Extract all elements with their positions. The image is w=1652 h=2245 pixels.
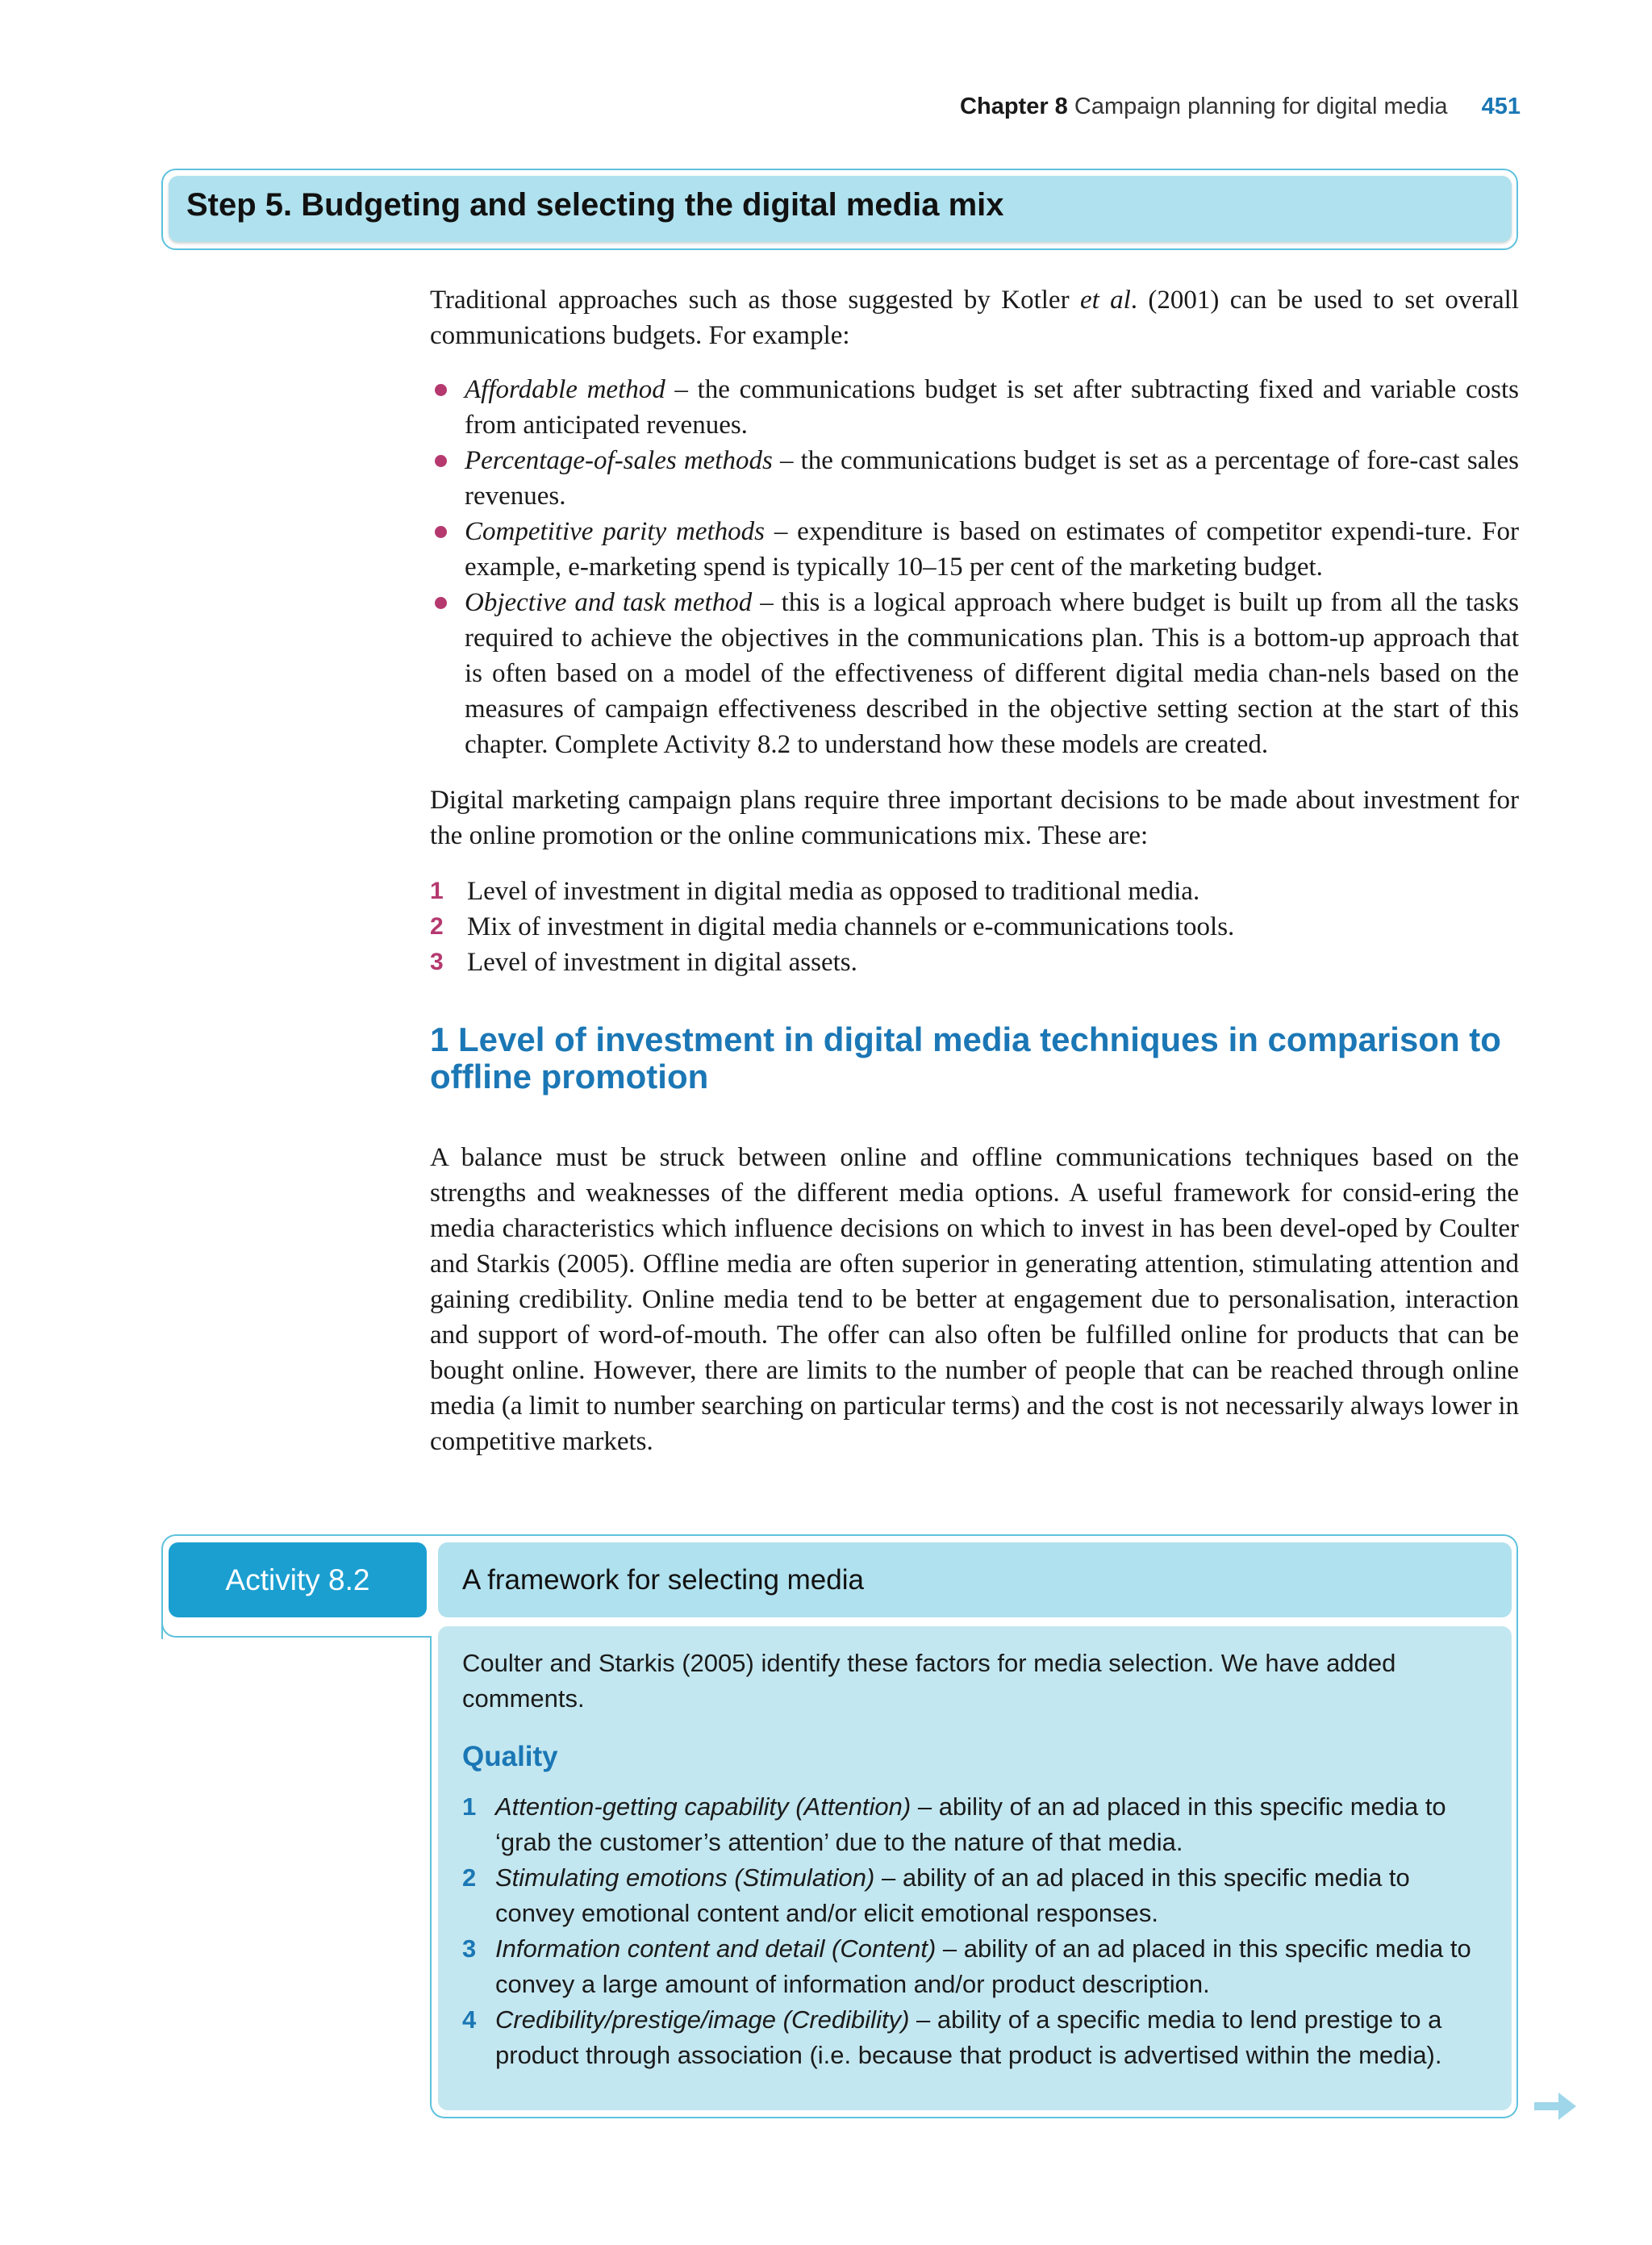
- list-item: [462, 2002, 1487, 2073]
- bullet-icon: [435, 597, 447, 609]
- list-number: 2: [462, 1863, 477, 1892]
- list-item-text: Level of investment in digital assets.: [467, 948, 857, 977]
- section-heading: 1 Level of investment in digital media techniques in comparison to offline promotion: [430, 1020, 1501, 1095]
- list-item: [430, 443, 1519, 514]
- list-item-term: Attention-getting capability (Attention): [495, 1792, 912, 1821]
- list-item-text: – expenditure is based on estimates of competitor expendi-ture. For example, e-marketing spend is typically 10–15 per cent of the marketing budget.: [465, 517, 1519, 582]
- intro-text-end: . (2001) can be used to set overall communications budgets. For example:: [430, 286, 1519, 350]
- decisions-list: [430, 874, 1519, 980]
- list-number: 1: [462, 1792, 477, 1821]
- list-item-text: – ability of an ad placed in this specific media to convey a large amount of information and/or product description.: [495, 1934, 1471, 1998]
- decisions-paragraph: Digital marketing campaign plans require three important decisions to be made about investment for the online promotion or the online communications mix. These are:: [430, 786, 1519, 850]
- activity-list: [462, 1789, 1487, 2073]
- list-item-term: Affordable method: [465, 375, 665, 404]
- list-item-text: Level of investment in digital media as opposed to traditional media.: [467, 877, 1200, 906]
- chapter-title: Campaign planning for digital media: [1074, 94, 1448, 119]
- list-item-text: Mix of investment in digital media channels or e-communications tools.: [467, 912, 1235, 941]
- section-paragraph: A balance must be struck between online and offline communications techniques based on the strengths and weaknesses of the different media options. A useful framework for consid-ering the media characteristics which influence decisions on which to invest in has been devel-oped by Coulter and Starkis (2005). Offline media are often superior in generating attention, stimulating attention and gaining credibility. Online media tend to be better at engagement due to personalisation, interaction and support of word-of-mouth. The offer can also often be fulfilled online for products that can be bought online. However, there are limits to the number of people that can be reached through online media (a limit to number searching on particular terms) and the cost is not necessarily always lower in competitive markets.: [430, 1143, 1519, 1456]
- activity-label: Activity 8.2: [225, 1563, 370, 1596]
- list-item: [462, 1931, 1487, 2002]
- running-header: [960, 94, 1521, 120]
- list-item-term: Competitive parity methods: [465, 517, 765, 546]
- list-item: [430, 585, 1519, 762]
- activity-subheading: Quality: [462, 1741, 558, 1772]
- intro-paragraph: [430, 282, 1519, 353]
- list-item-text: – the communications budget is set as a percentage of fore-cast sales revenues.: [465, 446, 1519, 511]
- activity-title: A framework for selecting media: [462, 1563, 864, 1596]
- list-number: 4: [462, 2005, 477, 2034]
- intro-text-start: Traditional approaches such as those suggested by Kotler: [430, 286, 1080, 315]
- budget-methods-list: [430, 372, 1519, 762]
- list-item-term: Percentage-of-sales methods: [465, 446, 773, 475]
- activity-intro: Coulter and Starkis (2005) identify these factors for media selection. We have added comments.: [462, 1649, 1396, 1713]
- list-item-text: – ability of an ad placed in this specific media to convey emotional content and/or elicit emotional responses.: [495, 1863, 1410, 1927]
- list-item-term: Objective and task method: [465, 588, 753, 617]
- page-number: 451: [1481, 94, 1521, 119]
- list-item: [430, 372, 1519, 443]
- list-item-text: – ability of an ad placed in this specific media to ‘grab the customer’s attention’ due to the nature of that media.: [495, 1792, 1446, 1856]
- list-item: [430, 909, 1519, 945]
- arrow-right-icon: [1531, 2089, 1579, 2123]
- list-item-text: – the communications budget is set after subtracting fixed and variable costs from anticipated revenues.: [465, 375, 1519, 440]
- list-number: 2: [430, 913, 444, 940]
- list-item-text: – this is a logical approach where budget is built up from all the tasks required to achieve the objectives in the communications plan. This is a bottom-up approach that is often based on a model of the effectiveness of different digital media chan-nels based on the measures of campaign effectiveness described in the objective setting section at the start of this chapter. Complete Activity 8.2 to understand how these models are created.: [465, 588, 1519, 759]
- list-item-term: Stimulating emotions (Stimulation): [495, 1863, 875, 1892]
- list-item: [462, 1860, 1487, 1931]
- list-item: [462, 1789, 1487, 1860]
- list-number: 1: [430, 878, 444, 904]
- list-item-term: Information content and detail (Content): [495, 1934, 937, 1963]
- bullet-icon: [435, 384, 447, 396]
- list-item: [430, 874, 1519, 909]
- bullet-icon: [435, 526, 447, 538]
- list-item-term: Credibility/prestige/image (Credibility): [495, 2005, 910, 2034]
- chapter-number: Chapter 8: [960, 94, 1068, 119]
- list-number: 3: [462, 1934, 477, 1963]
- list-item: [430, 945, 1519, 980]
- list-item: [430, 514, 1519, 585]
- step-title: Step 5. Budgeting and selecting the digital media mix: [186, 187, 1004, 223]
- list-number: 3: [430, 949, 444, 975]
- list-item-text: – ability of a specific media to lend prestige to a product through association (i.e. because that product is advertised within the media).: [495, 2005, 1442, 2069]
- intro-etal: et al: [1079, 286, 1131, 315]
- bullet-icon: [435, 455, 447, 467]
